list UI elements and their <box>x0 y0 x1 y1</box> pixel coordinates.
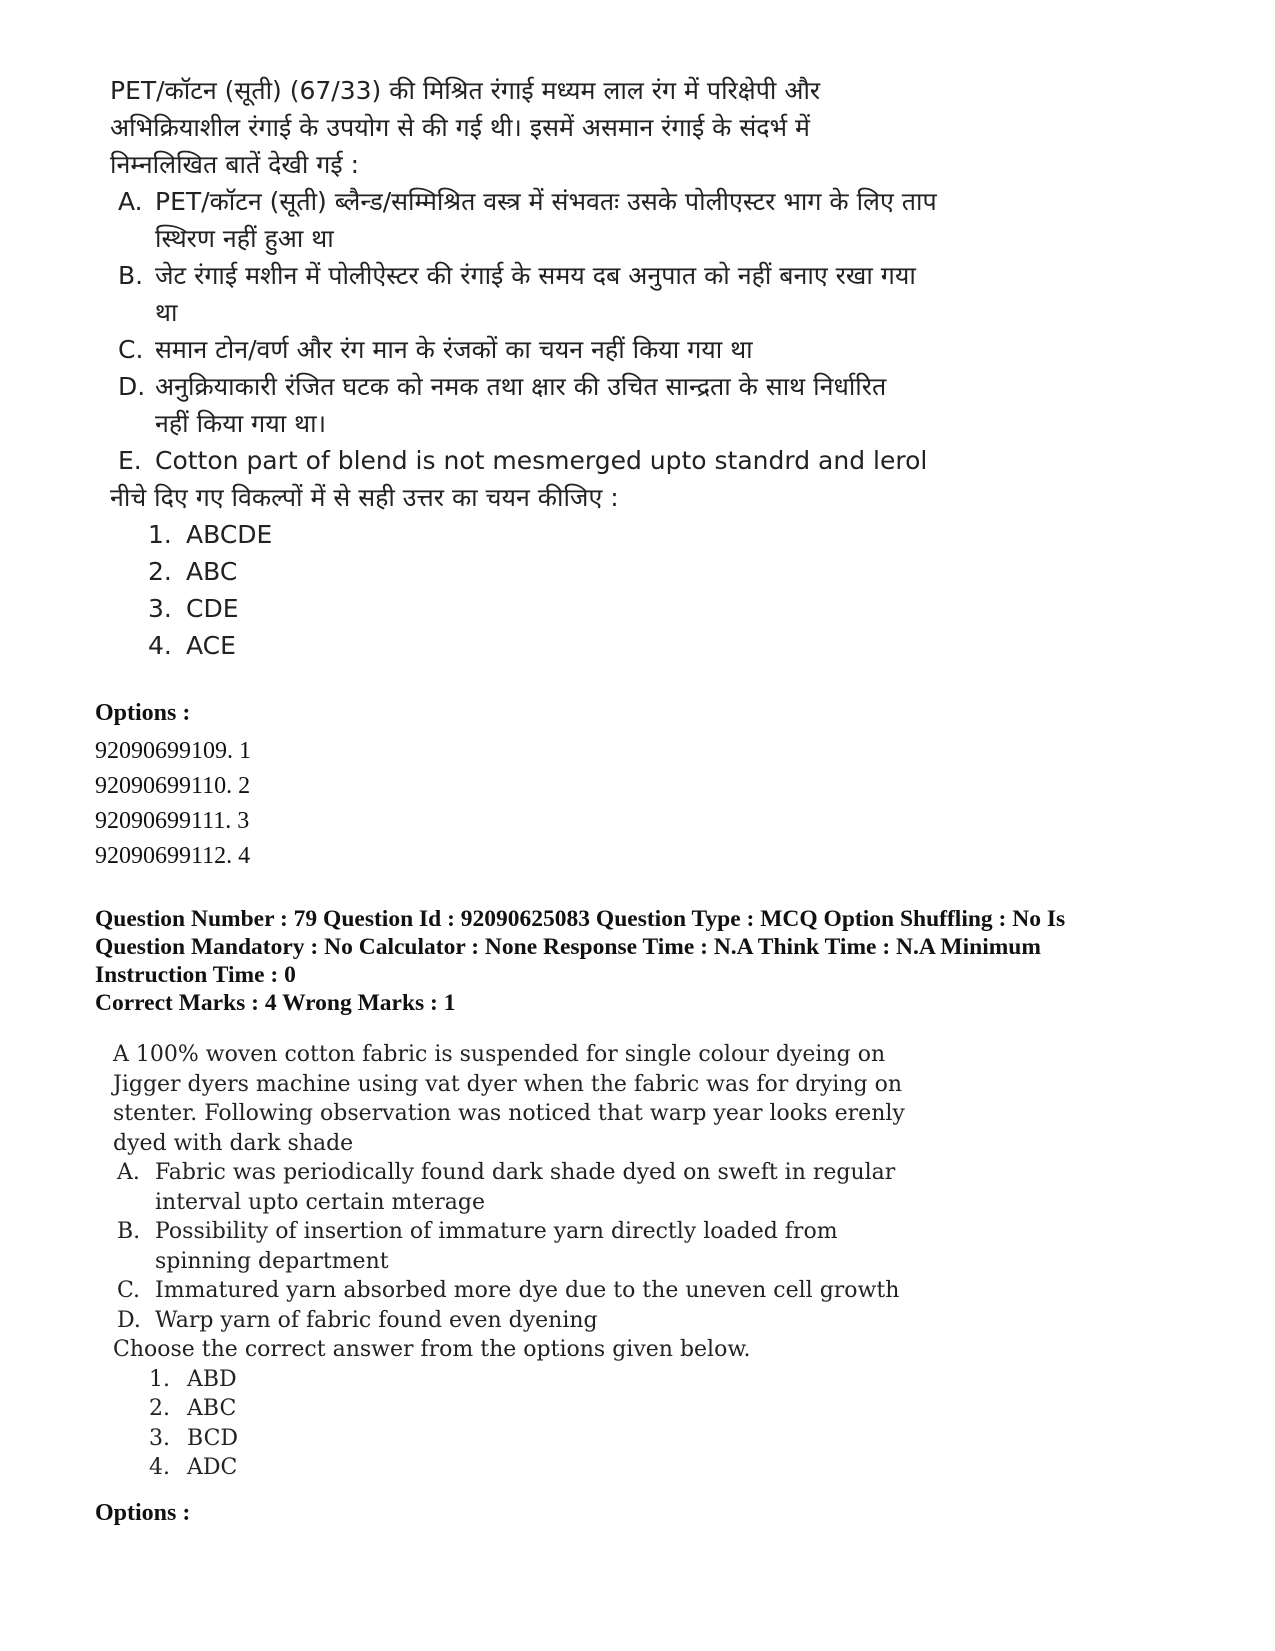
statement-a <box>118 183 990 257</box>
statement-text <box>155 1217 933 1276</box>
statement-line: अनुक्रियाकारी रंजित घटक को नमक तथा क्षार की उचित सान्द्रता के साथ निर्धारित <box>155 372 887 401</box>
statement-line: स्थिरण नहीं हुआ था <box>155 224 334 253</box>
statement-line: interval upto certain mterage <box>155 1189 485 1215</box>
intro-line: अभिक्रियाशील रंगाई के उपयोग से की गई थी। इसमें असमान रंगाई के संदर्भ में <box>110 113 810 142</box>
answer-number: 2. <box>149 1396 170 1421</box>
option-item: 92090699109. 1 <box>95 738 251 764</box>
statement-text <box>155 183 990 257</box>
answer-number: 3. <box>149 1425 170 1451</box>
statement-c <box>118 331 990 368</box>
question-meta-line: Instruction Time : 0 <box>95 962 296 988</box>
question-79-english-text <box>113 1040 933 1483</box>
statement-text <box>155 331 990 368</box>
answer-choice-1 <box>148 516 990 553</box>
answer-choice-3 <box>149 1424 933 1454</box>
answer-text: ADC <box>187 1455 238 1480</box>
intro-line: Jigger dyers machine using vat dyer when the fabric was for drying on <box>113 1071 902 1097</box>
answer-number: 4. <box>148 631 172 660</box>
statement-line: Immatured yarn absorbed more dye due to the uneven cell growth <box>155 1278 900 1303</box>
question-meta <box>95 905 1195 989</box>
statement-label: B. <box>118 261 144 290</box>
statement-line: spinning department <box>155 1248 389 1274</box>
option-item: 92090699112. 4 <box>95 843 251 869</box>
answer-number: 4. <box>149 1455 170 1480</box>
answer-text: BCD <box>187 1425 239 1451</box>
statement-e <box>118 442 990 479</box>
statement-b <box>117 1217 933 1276</box>
statement-line: Cotton part of blend is not mesmerged upto standrd and lerol <box>155 446 928 475</box>
answer-choice-4 <box>148 627 990 664</box>
options-list <box>95 734 251 874</box>
statement-text <box>155 442 990 479</box>
statement-text <box>155 1306 933 1336</box>
statement-line: PET/कॉटन (सूती) ब्लैन्ड/सम्मिश्रित वस्त्र में संभवतः उसके पोलीएस्टर भाग के लिए ताप <box>155 187 937 216</box>
intro-line: stenter. Following observation was noticed that warp year looks erenly <box>113 1101 905 1126</box>
statement-text <box>155 368 990 442</box>
statement-b <box>118 257 990 331</box>
statement-text <box>155 257 990 331</box>
options-heading: Options : <box>95 700 191 726</box>
statement-label: B. <box>117 1219 141 1244</box>
answer-choice-3 <box>148 590 990 627</box>
intro-line: PET/कॉटन (सूती) (67/33) की मिश्रित रंगाई मध्यम लाल रंग में परिक्षेपी और <box>110 76 821 105</box>
option-item: 92090699110. 2 <box>95 773 251 799</box>
answer-text: ABC <box>187 1396 237 1421</box>
statement-line: Possibility of insertion of immature yarn directly loaded from <box>155 1219 838 1244</box>
choose-instruction: नीचे दिए गए विकल्पों में से सही उत्तर का चयन कीजिए : <box>110 483 619 512</box>
statement-text <box>155 1158 933 1217</box>
intro-line: निम्नलिखित बातें देखी गई : <box>110 150 360 179</box>
answer-number: 3. <box>148 594 172 623</box>
statement-label: D. <box>117 1307 141 1333</box>
answer-number: 2. <box>148 557 172 586</box>
statement-a <box>117 1158 933 1217</box>
answer-choices <box>148 516 990 664</box>
answer-choice-4 <box>149 1453 933 1483</box>
option-item: 92090699111. 3 <box>95 808 250 834</box>
statement-label: C. <box>118 335 144 364</box>
answer-choices <box>149 1365 933 1483</box>
answer-choice-1 <box>149 1365 933 1395</box>
answer-text: ABCDE <box>186 520 273 549</box>
choose-instruction: Choose the correct answer from the options given below. <box>113 1337 751 1362</box>
intro-line: dyed with dark shade <box>113 1130 354 1156</box>
intro-line: A 100% woven cotton fabric is suspended for single colour dyeing on <box>113 1042 886 1067</box>
statement-line: Warp yarn of fabric found even dyening <box>155 1307 598 1333</box>
statement-d <box>117 1306 933 1336</box>
statement-label: A. <box>118 187 143 216</box>
statement-line: जेट रंगाई मशीन में पोलीऐस्टर की रंगाई के समय दब अनुपात को नहीं बनाए रखा गया <box>155 261 916 290</box>
statement-label: C. <box>117 1278 141 1303</box>
statement-text <box>155 1276 933 1306</box>
statement-label: D. <box>118 372 146 401</box>
answer-text: ACE <box>186 631 236 660</box>
answer-text: ABD <box>187 1366 237 1392</box>
answer-choice-2 <box>148 553 990 590</box>
answer-number: 1. <box>149 1366 170 1392</box>
statement-line: समान टोन/वर्ण और रंग मान के रंजकों का चयन नहीं किया गया था <box>155 335 753 364</box>
options-heading: Options : <box>95 1500 191 1526</box>
answer-number: 1. <box>148 520 172 549</box>
question-meta-line: Question Mandatory : No Calculator : None Response Time : N.A Think Time : N.A Minimum <box>95 934 1041 960</box>
answer-text: ABC <box>186 557 238 586</box>
statement-line: Fabric was periodically found dark shade dyed on sweft in regular <box>155 1160 896 1185</box>
statement-label: A. <box>117 1160 140 1185</box>
question-marks: Correct Marks : 4 Wrong Marks : 1 <box>95 990 456 1016</box>
question-meta-line: Question Number : 79 Question Id : 92090625083 Question Type : MCQ Option Shuffling : No Is <box>95 906 1066 932</box>
question-78-hindi-text <box>110 72 990 664</box>
statement-c <box>117 1276 933 1306</box>
statement-line: नहीं किया गया था। <box>155 409 327 438</box>
statement-label: E. <box>118 446 142 475</box>
answer-text: CDE <box>186 594 239 623</box>
statement-d <box>118 368 990 442</box>
statement-line: था <box>155 298 178 327</box>
answer-choice-2 <box>149 1394 933 1424</box>
